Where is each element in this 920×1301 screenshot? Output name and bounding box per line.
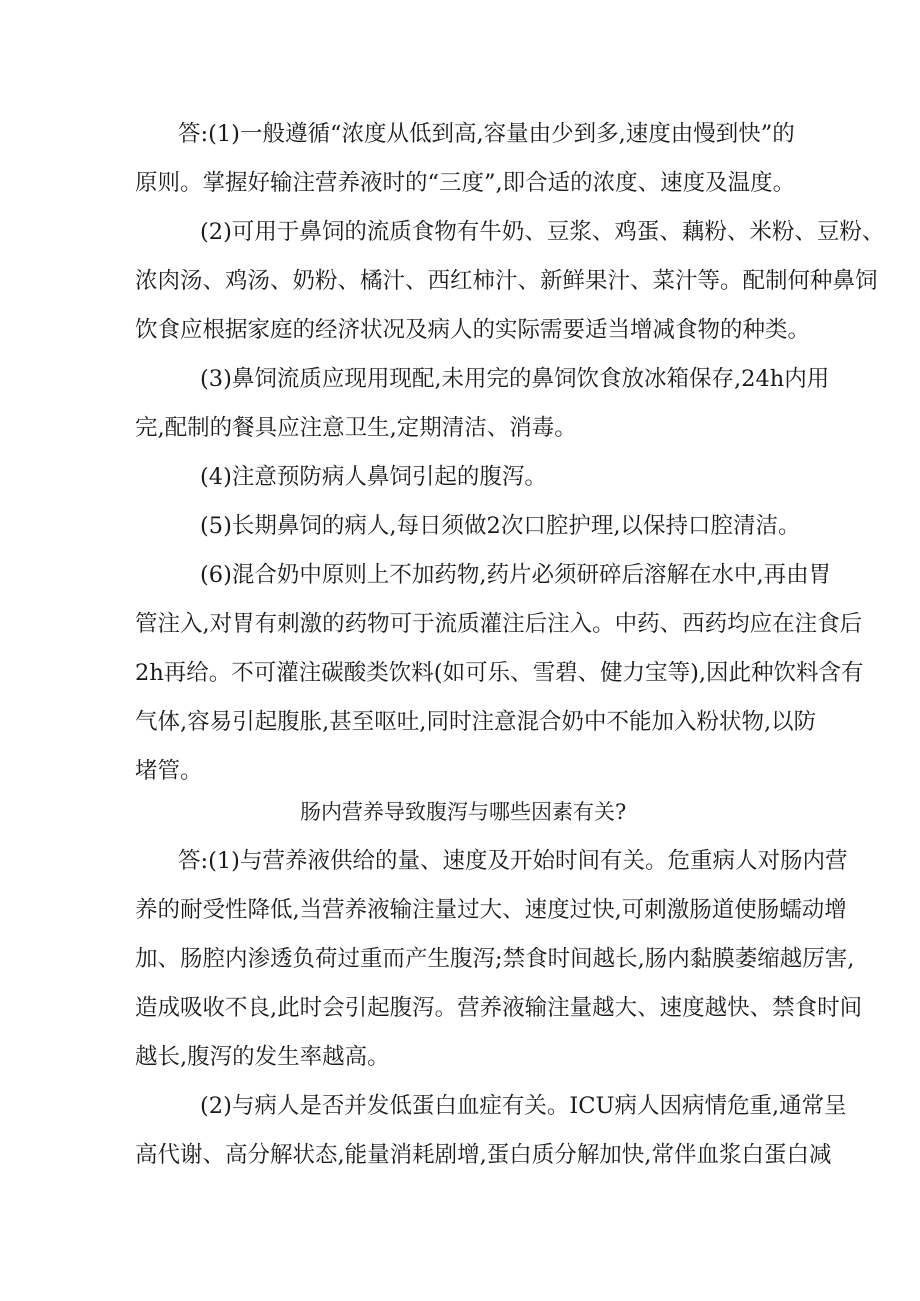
text-line bbox=[0, 408, 920, 448]
answer-paragraph-1-line-5: 越长,腹泻的发生率越高。 bbox=[135, 1044, 390, 1070]
text-line bbox=[0, 890, 920, 930]
text-line bbox=[0, 261, 920, 301]
text-line bbox=[0, 792, 920, 832]
text-line bbox=[0, 841, 920, 881]
paragraph-2-line-1: (2)可用于鼻饲的流质食物有牛奶、豆浆、鸡蛋、藕粉、米粉、豆粉、 bbox=[200, 219, 885, 245]
text-line bbox=[0, 939, 920, 979]
text-line bbox=[0, 555, 920, 595]
paragraph-3-line-2: 完,配制的餐具应注意卫生,定期清洁、消毒。 bbox=[135, 415, 577, 441]
text-line bbox=[0, 988, 920, 1028]
paragraph-1-line-1: 答:(1)一般遵循“浓度从低到高,容量由少到多,速度由慢到快”的 bbox=[178, 121, 795, 147]
text-line bbox=[0, 310, 920, 350]
answer-paragraph-2-line-1: (2)与病人是否并发低蛋白血症有关。ICU病人因病情危重,通常呈 bbox=[200, 1093, 847, 1119]
text-line bbox=[0, 604, 920, 644]
paragraph-2-line-2: 浓肉汤、鸡汤、奶粉、橘汁、西红柿汁、新鲜果汁、菜汁等。配制何种鼻饲 bbox=[135, 268, 878, 294]
paragraph-2-line-3: 饮食应根据家庭的经济状况及病人的实际需要适当增减食物的种类。 bbox=[135, 317, 811, 343]
paragraph-4-line-1: (4)注意预防病人鼻饲引起的腹泻。 bbox=[200, 464, 547, 490]
paragraph-3-line-1: (3)鼻饲流质应现用现配,未用完的鼻饲饮食放冰箱保存,24h内用 bbox=[200, 366, 830, 392]
answer-paragraph-1-line-1: 答:(1)与营养液供给的量、速度及开始时间有关。危重病人对肠内营 bbox=[178, 848, 848, 874]
answer-paragraph-1-line-3: 加、肠腔内渗透负荷过重而产生腹泻;禁食时间越长,肠内黏膜萎缩越厉害, bbox=[135, 946, 855, 972]
paragraph-6-line-5: 堵管。 bbox=[135, 758, 203, 784]
text-line bbox=[0, 702, 920, 742]
text-line bbox=[0, 1086, 920, 1126]
answer-paragraph-2-line-2: 高代谢、高分解状态,能量消耗剧增,蛋白质分解加快,常伴血浆白蛋白减 bbox=[135, 1142, 832, 1168]
text-line bbox=[0, 1037, 920, 1077]
text-line bbox=[0, 114, 920, 154]
text-line bbox=[0, 457, 920, 497]
paragraph-1-line-2: 原则。掌握好输注营养液时的“三度”,即合适的浓度、速度及温度。 bbox=[135, 170, 796, 196]
text-line bbox=[0, 506, 920, 546]
paragraph-6-line-2: 管注入,对胃有刺激的药物可于流质灌注后注入。中药、西药均应在注食后 bbox=[135, 611, 863, 637]
text-line bbox=[0, 163, 920, 203]
text-line bbox=[0, 751, 920, 791]
section-heading: 肠内营养导致腹泻与哪些因素有关? bbox=[300, 800, 627, 824]
text-line bbox=[0, 212, 920, 252]
paragraph-5-line-1: (5)长期鼻饲的病人,每日须做2次口腔护理,以保持口腔清洁。 bbox=[200, 513, 801, 539]
text-line bbox=[0, 1135, 920, 1175]
answer-paragraph-1-line-2: 养的耐受性降低,当营养液输注量过大、速度过快,可刺激肠道使肠蠕动增 bbox=[135, 897, 847, 923]
paragraph-6-line-4: 气体,容易引起腹胀,甚至呕吐,同时注意混合奶中不能加入粉状物,以防 bbox=[135, 709, 817, 735]
answer-paragraph-1-line-4: 造成吸收不良,此时会引起腹泻。营养液输注量越大、速度越快、禁食时间 bbox=[135, 995, 863, 1021]
text-line bbox=[0, 653, 920, 693]
text-line bbox=[0, 359, 920, 399]
paragraph-6-line-3: 2h再给。不可灌注碳酸类饮料(如可乐、雪碧、健力宝等),因此种饮料含有 bbox=[135, 660, 864, 686]
paragraph-6-line-1: (6)混合奶中原则上不加药物,药片必须研碎后溶解在水中,再由胃 bbox=[200, 562, 832, 588]
